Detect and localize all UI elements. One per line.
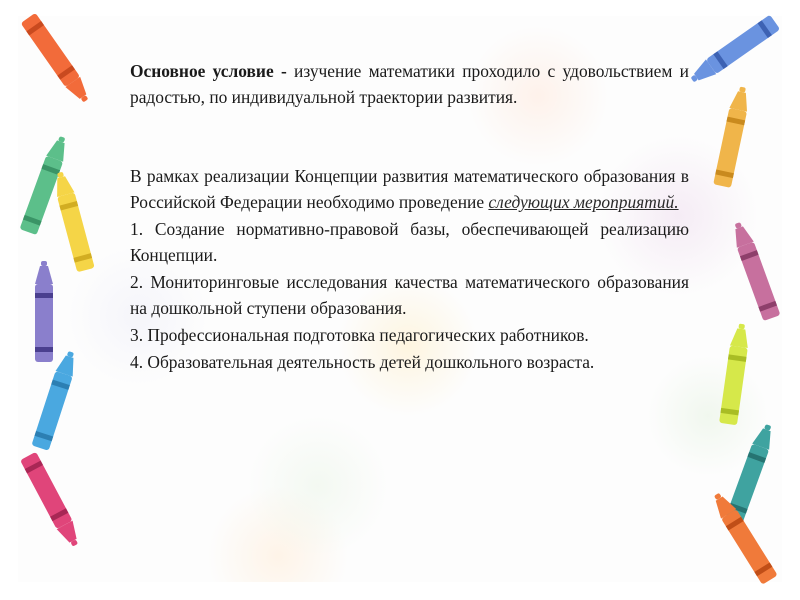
crayon-orange-top-left [21,13,94,106]
slide-content [130,58,689,375]
concept-text: В рамках реализации Концепции развития математического образования в Российской Федерации необходимо проведение [130,166,689,212]
crayon-blue-left [31,349,79,451]
crayon-yellow-left [51,170,95,272]
crayon-orange-right [713,85,752,188]
activities-link[interactable]: следующих мероприятий. [488,192,679,212]
list-item: 1. Создание нормативно-правовой базы, обеспечивающей реализацию Концепции. [130,219,689,265]
main-condition-paragraph [130,58,689,110]
concept-paragraph [130,163,689,215]
list-item: 4. Образовательная деятельность детей дошкольного возраста. [130,352,595,372]
crayon-lime-right [719,323,751,426]
crayon-purple-left [35,261,53,362]
list-item: 3. Профессиональная подготовка педагогических работников. [130,325,589,345]
main-condition-lead: Основное условие - [130,61,287,81]
crayon-blue-top-right [687,15,780,88]
crayon-pink-bottom-left [20,452,83,550]
crayon-mauve-right [729,220,780,321]
list-item: 2. Мониторинговые исследования качества математического образования на дошкольной ступени образования. [130,272,689,318]
paragraph-spacer [130,110,689,163]
main-condition-text: изучение математики проходило с удовольствием и радостью, по индивидуальной траектории развития. [130,61,689,107]
